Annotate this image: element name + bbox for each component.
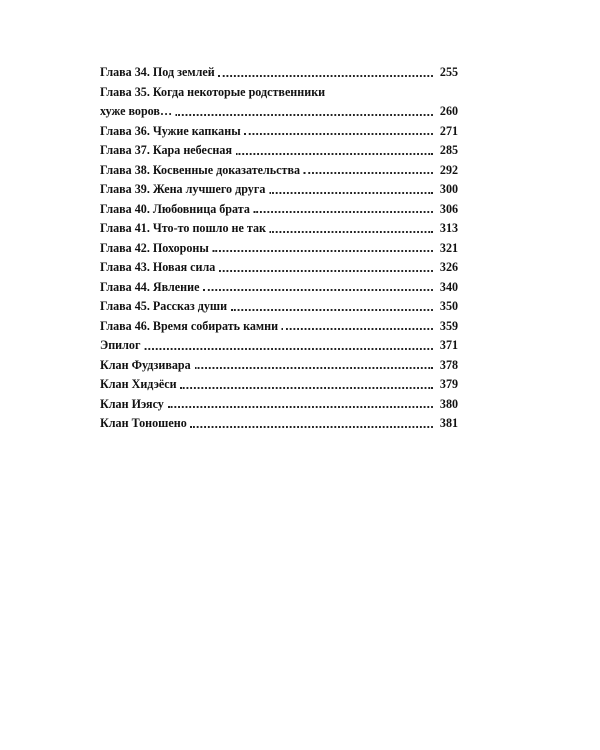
toc-entry-page: 306 [439,200,459,216]
toc-entry-label: Клан Хидэёси [100,376,177,391]
toc-entry-page: 300 [439,181,459,196]
toc-entry-page: 260 [439,103,459,118]
toc-entry-epilogue [100,335,458,355]
toc-entry-label: Глава 36. Чужие капканы [100,122,241,138]
toc-entry-chapter-34 [100,62,458,82]
toc-entry-label: Глава 45. Рассказ души [100,298,228,313]
toc-entry-label: Глава 44. Явление [100,278,200,294]
toc-entry-chapter-41 [100,218,458,238]
dot-leader [176,114,433,116]
dot-leader [194,367,433,369]
toc-entry-page: 255 [439,64,459,79]
toc-entry-page: 380 [439,395,459,411]
toc-entry-page: 350 [439,298,459,313]
dot-leader [304,172,433,174]
dot-leader [236,153,433,155]
dot-leader [144,348,433,350]
dot-leader [168,406,433,408]
toc-entry-label: Глава 35. Когда некоторые родственники [100,83,326,99]
toc-entry-clan-tonosheno [100,413,458,433]
toc-entry-page: 313 [439,220,459,235]
toc-entry-chapter-36 [100,121,458,141]
toc-entry-chapter-43 [100,257,458,277]
toc-entry-page: 371 [439,337,459,352]
toc-entry-label: Эпилог [100,337,141,352]
toc-entry-clan-hideyoshi [100,374,458,394]
toc-entry-label: Клан Тоношено [100,415,187,430]
toc-entry-chapter-39 [100,179,458,199]
toc-entry-label: Глава 46. Время собирать камни [100,317,279,333]
toc-entry-page: 292 [439,161,459,177]
toc-entry-chapter-40 [100,199,458,219]
table-of-contents [100,62,458,433]
toc-entry-chapter-42 [100,238,458,258]
toc-entry-label: Глава 42. Похороны [100,239,209,255]
toc-entry-page: 340 [439,278,459,294]
toc-entry-label: Клан Иэясу [100,395,164,411]
dot-leader [219,270,433,272]
toc-entry-label: Глава 34. Под землей [100,64,215,79]
dot-leader [270,231,433,233]
toc-entry-page: 359 [439,317,459,333]
toc-entry-page: 285 [439,142,459,157]
toc-entry-page: 321 [439,239,459,255]
toc-entry-page: 271 [439,122,459,138]
toc-entry-page: 378 [439,356,459,372]
dot-leader [269,192,433,194]
toc-entry-chapter-38 [100,160,458,180]
toc-entry-chapter-46 [100,316,458,336]
dot-leader [282,328,433,330]
toc-entry-label: Глава 39. Жена лучшего друга [100,181,266,196]
dot-leader [254,211,433,213]
toc-entry-label: Глава 43. Новая сила [100,259,216,274]
dot-leader [190,426,432,428]
dot-leader [244,133,433,135]
toc-entry-label: Глава 38. Косвенные доказательства [100,161,301,177]
toc-entry-clan-fujiwara [100,355,458,375]
toc-entry-chapter-45 [100,296,458,316]
toc-entry-label: Клан Фудзивара [100,356,191,372]
toc-entry-chapter-37 [100,140,458,160]
toc-entry-page: 381 [439,415,459,430]
toc-entry-page: 326 [439,259,459,274]
dot-leader [218,75,433,77]
toc-entry-label: Глава 37. Кара небесная [100,142,232,157]
toc-entry-chapter-44 [100,277,458,297]
toc-entry-label: Глава 40. Любовница брата [100,200,250,216]
toc-entry-page: 379 [439,376,459,391]
toc-entry-label: хуже воров… [100,103,173,118]
toc-entry-chapter-35 [100,101,458,121]
dot-leader [180,387,433,389]
dot-leader [231,309,433,311]
dot-leader [203,289,433,291]
toc-entry-label: Глава 41. Что-то пошло не так [100,220,266,235]
toc-entry-chapter-35-line1 [100,82,458,102]
toc-entry-clan-ieyasu [100,394,458,414]
dot-leader [213,250,433,252]
